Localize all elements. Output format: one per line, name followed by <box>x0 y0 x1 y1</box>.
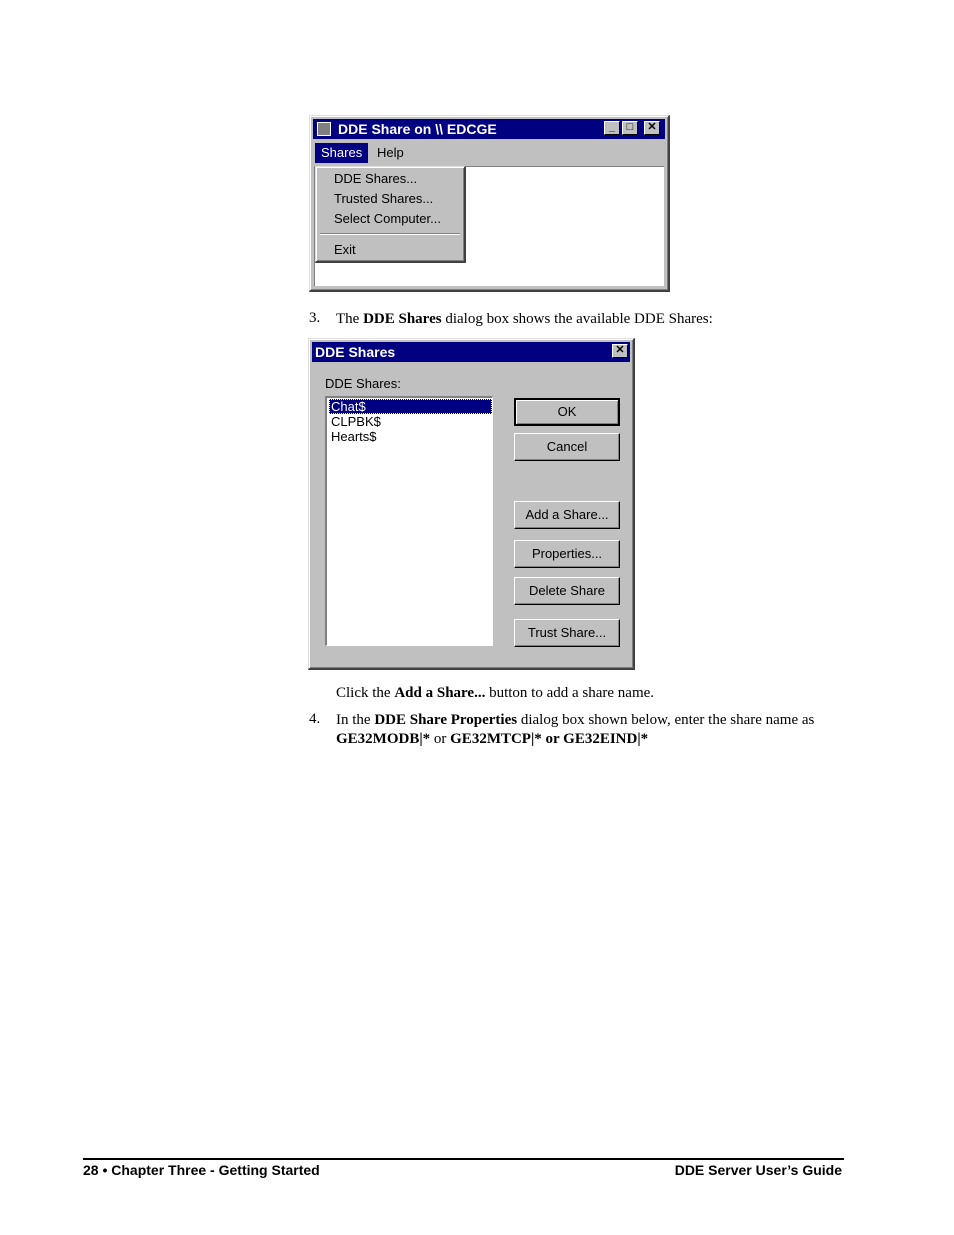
dialog-title: DDE Shares <box>315 344 396 360</box>
maximize-icon[interactable]: □ <box>622 121 638 135</box>
menu-item-exit[interactable]: Exit <box>334 242 356 257</box>
step-4-bold2: GE32MODB|* <box>336 731 431 747</box>
step-3-pre: The <box>336 311 364 327</box>
step-3-number: 3. <box>309 310 321 326</box>
click-bold: Add a Share... <box>394 685 486 701</box>
footer-right: DDE Server User’s Guide <box>674 1162 842 1178</box>
minimize-icon[interactable]: _ <box>604 121 620 135</box>
list-item[interactable]: CLPBK$ <box>331 414 381 429</box>
ok-button[interactable]: OK <box>514 398 620 426</box>
add-share-button[interactable]: Add a Share... <box>514 501 620 529</box>
shares-dropdown <box>315 166 466 263</box>
menu-help[interactable]: Help <box>377 145 404 160</box>
click-pre: Click the <box>336 685 395 701</box>
dialog-title-bar[interactable] <box>312 342 630 362</box>
list-item[interactable]: Hearts$ <box>331 429 377 444</box>
app-icon <box>317 122 331 136</box>
cancel-button[interactable]: Cancel <box>514 433 620 461</box>
step-4-bold3: GE32MTCP|* or GE32EIND|* <box>450 731 649 747</box>
click-post: button to add a share name. <box>485 685 655 701</box>
footer-left: 28 • Chapter Three - Getting Started <box>83 1162 320 1178</box>
dde-shares-label: DDE Shares: <box>325 376 401 391</box>
step-4-bold1: DDE Share Properties <box>374 712 518 728</box>
menu-item-dde-shares[interactable]: DDE Shares... <box>334 171 418 186</box>
dde-shares-listbox[interactable] <box>325 396 493 646</box>
menu-item-trusted-shares[interactable]: Trusted Shares... <box>334 191 434 206</box>
step-4-or: or <box>430 731 451 747</box>
menu-bar <box>313 142 665 164</box>
step-3-text <box>336 310 713 329</box>
step-4-mid: dialog box shown below, enter the share name as <box>517 712 815 728</box>
menu-item-select-computer[interactable]: Select Computer... <box>334 211 441 226</box>
step-3-post: dialog box shows the available DDE Shares: <box>441 311 713 327</box>
list-item[interactable]: Chat$ <box>329 399 492 414</box>
properties-button[interactable]: Properties... <box>514 540 620 568</box>
step-4-pre: In the <box>336 712 375 728</box>
dde-share-window <box>309 115 670 292</box>
dde-shares-dialog <box>308 338 635 670</box>
delete-share-button[interactable]: Delete Share <box>514 577 620 605</box>
step-4-number: 4. <box>309 711 321 727</box>
close-icon[interactable]: ✕ <box>644 121 660 135</box>
click-instruction <box>336 684 654 703</box>
menu-separator <box>320 233 460 235</box>
menu-shares[interactable]: Shares <box>315 143 368 163</box>
step-4-text <box>336 711 846 749</box>
footer-rule <box>83 1158 844 1160</box>
title-bar[interactable] <box>313 119 665 139</box>
trust-share-button[interactable]: Trust Share... <box>514 619 620 647</box>
window-title: DDE Share on \\ EDCGE <box>338 121 497 137</box>
close-icon[interactable]: ✕ <box>612 344 628 358</box>
step-3-bold: DDE Shares <box>363 311 442 327</box>
